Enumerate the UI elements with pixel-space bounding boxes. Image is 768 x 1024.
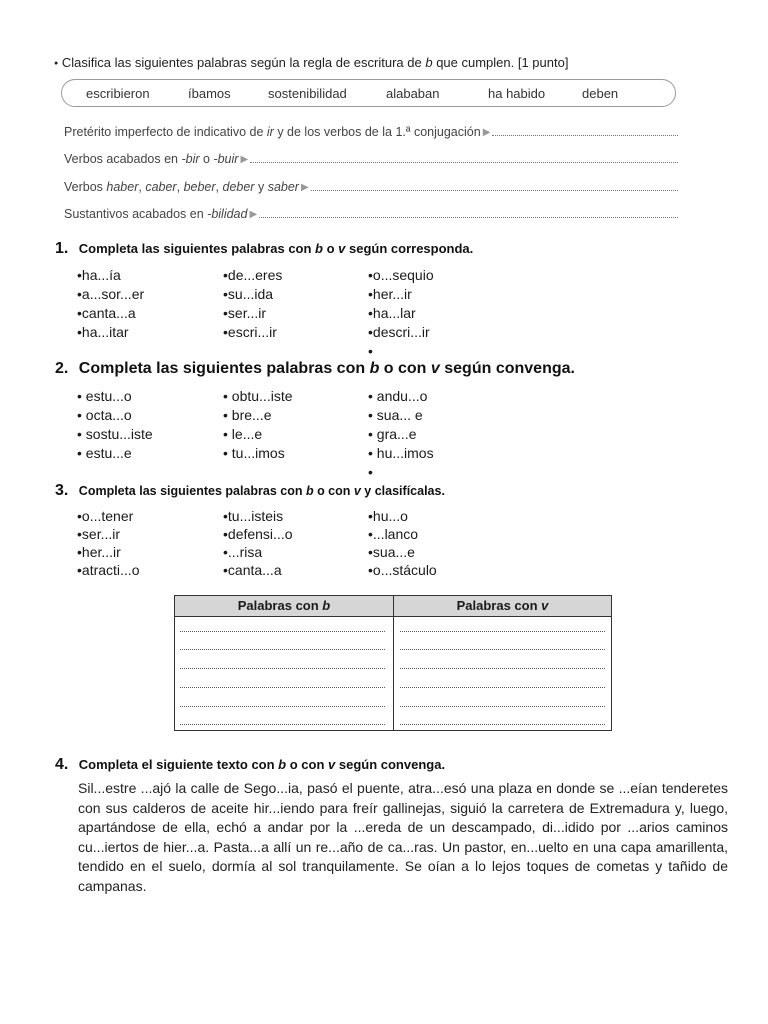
word-column (77, 387, 153, 463)
arrow-icon: ▶ (482, 127, 491, 138)
intro-text-a: Clasifica las siguientes palabras según la regla de escritura de (61, 55, 426, 70)
word-item: •...lanco (368, 526, 419, 542)
answer-line[interactable] (180, 631, 385, 632)
answer-line[interactable] (400, 631, 605, 632)
word-column (368, 387, 434, 482)
rule-row-imperfect (64, 121, 678, 139)
word-item: •o...sequio (368, 267, 434, 283)
section-title: Completa las siguientes palabras con b o con v según convenga. (78, 360, 575, 377)
word-column (368, 266, 434, 361)
word-item: •tu...isteis (223, 508, 284, 524)
word-item: • octa...o (77, 407, 132, 423)
word-column (77, 507, 139, 579)
word-item: •hu...o (368, 508, 408, 524)
word-item: • estu...o (77, 388, 132, 404)
arrow-icon: ▶ (300, 182, 309, 193)
word-box-item: íbamos (188, 86, 231, 101)
rule-text: Pretérito imperfecto de indicativo de ir y de los verbos de la 1.ª conjugación (64, 125, 481, 139)
intro-bullet: ● (54, 60, 59, 67)
word-item: •escri...ir (223, 324, 277, 340)
word-column (368, 507, 437, 579)
classification-table (174, 595, 612, 731)
intro-text-b: que cumplen. [1 punto] (432, 55, 569, 70)
rule-row-bilidad (64, 203, 678, 221)
rule-text: Verbos haber, caber, beber, deber y saber (64, 180, 299, 194)
table-header-b: Palabras con b (175, 596, 393, 617)
exercise-paragraph: Sil...estre ...ajó la calle de Sego...ia, pasó el puente, atra...esó una plaza en donde se ...eían tenderetes con sus calderos de aceite hir...iendo para freír gallinejas, siguió la carretera de Extremadura y, luego, apartándose de ella, echó a andar por la ...ereda de un descampado, di...idido por ...arios caminos cu...iertos de hier...a. Pasta...a allí un re...año de ca...ras. Un pastor, en...uelto en una capa amarillenta, tendido en el suelo, dormía al sol tranquilamente. Se oían a lo lejos toques de cometas y tañido de campanas. (78, 780, 728, 894)
word-column (77, 266, 144, 342)
section-number: 3. (55, 482, 69, 499)
word-box (61, 79, 676, 107)
answer-line[interactable] (400, 687, 605, 688)
section-4-heading (55, 756, 445, 774)
section-3-heading (55, 482, 445, 500)
answer-line[interactable] (180, 706, 385, 707)
word-item: •her...ir (368, 286, 412, 302)
answer-line[interactable] (180, 687, 385, 688)
word-item: • estu...e (77, 445, 132, 461)
answer-line[interactable] (400, 706, 605, 707)
word-item: • sostu...iste (77, 426, 153, 442)
word-item: • bre...e (223, 407, 272, 423)
intro-letter: b (425, 55, 433, 70)
rule-text: Verbos acabados en -bir o -buir (64, 152, 239, 166)
answer-line[interactable] (311, 190, 678, 191)
rule-row-verbs (64, 176, 678, 194)
word-column (223, 507, 293, 579)
section-1-heading (55, 240, 473, 258)
section-2-heading (55, 360, 575, 378)
table-divider (393, 596, 394, 730)
arrow-icon: ▶ (249, 209, 258, 220)
section-number: 2. (55, 360, 69, 377)
word-item: • (368, 343, 373, 359)
section-title: Completa las siguientes palabras con b o con v y clasifícalas. (78, 484, 445, 498)
arrow-icon: ▶ (240, 154, 249, 165)
word-item: •canta...a (223, 562, 282, 578)
answer-line[interactable] (180, 668, 385, 669)
answer-line[interactable] (400, 668, 605, 669)
word-item: •ha...itar (77, 324, 129, 340)
section-title: Completa el siguiente texto con b o con v según convenga. (78, 757, 446, 772)
section-number: 1. (55, 240, 69, 257)
answer-line[interactable] (250, 162, 678, 163)
word-item: • andu...o (368, 388, 428, 404)
word-column (223, 266, 282, 342)
word-box-item: alababan (386, 86, 440, 101)
word-item: • sua... e (368, 407, 423, 423)
word-item: •sua...e (368, 544, 415, 560)
answer-line[interactable] (400, 649, 605, 650)
word-item: •her...ir (77, 544, 121, 560)
rule-row-bir-buir (64, 148, 678, 166)
word-item: •de...eres (223, 267, 283, 283)
word-item: • (368, 464, 373, 480)
word-item: •canta...a (77, 305, 136, 321)
word-item: •ser...ir (77, 526, 121, 542)
word-item: •defensi...o (223, 526, 293, 542)
word-box-item: deben (582, 86, 619, 101)
word-item: •ha...ía (77, 267, 121, 283)
word-item: • gra...e (368, 426, 417, 442)
word-item: • obtu...iste (223, 388, 293, 404)
word-box-item: sostenibilidad (268, 86, 347, 101)
answer-line[interactable] (259, 217, 678, 218)
rule-text: Sustantivos acabados en -bilidad (64, 207, 248, 221)
word-item: •su...ida (223, 286, 274, 302)
answer-line[interactable] (400, 724, 605, 725)
word-item: • tu...imos (223, 445, 285, 461)
word-item: • hu...imos (368, 445, 434, 461)
word-item: •o...tener (77, 508, 134, 524)
word-box-item: ha habido (488, 86, 546, 101)
word-item: •descri...ir (368, 324, 430, 340)
answer-line[interactable] (180, 724, 385, 725)
word-item: •o...stáculo (368, 562, 437, 578)
word-item: •atracti...o (77, 562, 140, 578)
intro-instruction (54, 55, 568, 70)
word-item: •ha...lar (368, 305, 416, 321)
section-number: 4. (55, 756, 69, 773)
word-item: •...risa (223, 544, 263, 560)
section-title: Completa las siguientes palabras con b o v según corresponda. (78, 241, 474, 256)
answer-line[interactable] (492, 135, 678, 136)
word-item: • le...e (223, 426, 263, 442)
table-header-v: Palabras con v (394, 596, 611, 617)
word-box-item: escribieron (86, 86, 150, 101)
answer-line[interactable] (180, 649, 385, 650)
word-column (223, 387, 293, 463)
word-item: •a...sor...er (77, 286, 145, 302)
word-item: •ser...ir (223, 305, 267, 321)
